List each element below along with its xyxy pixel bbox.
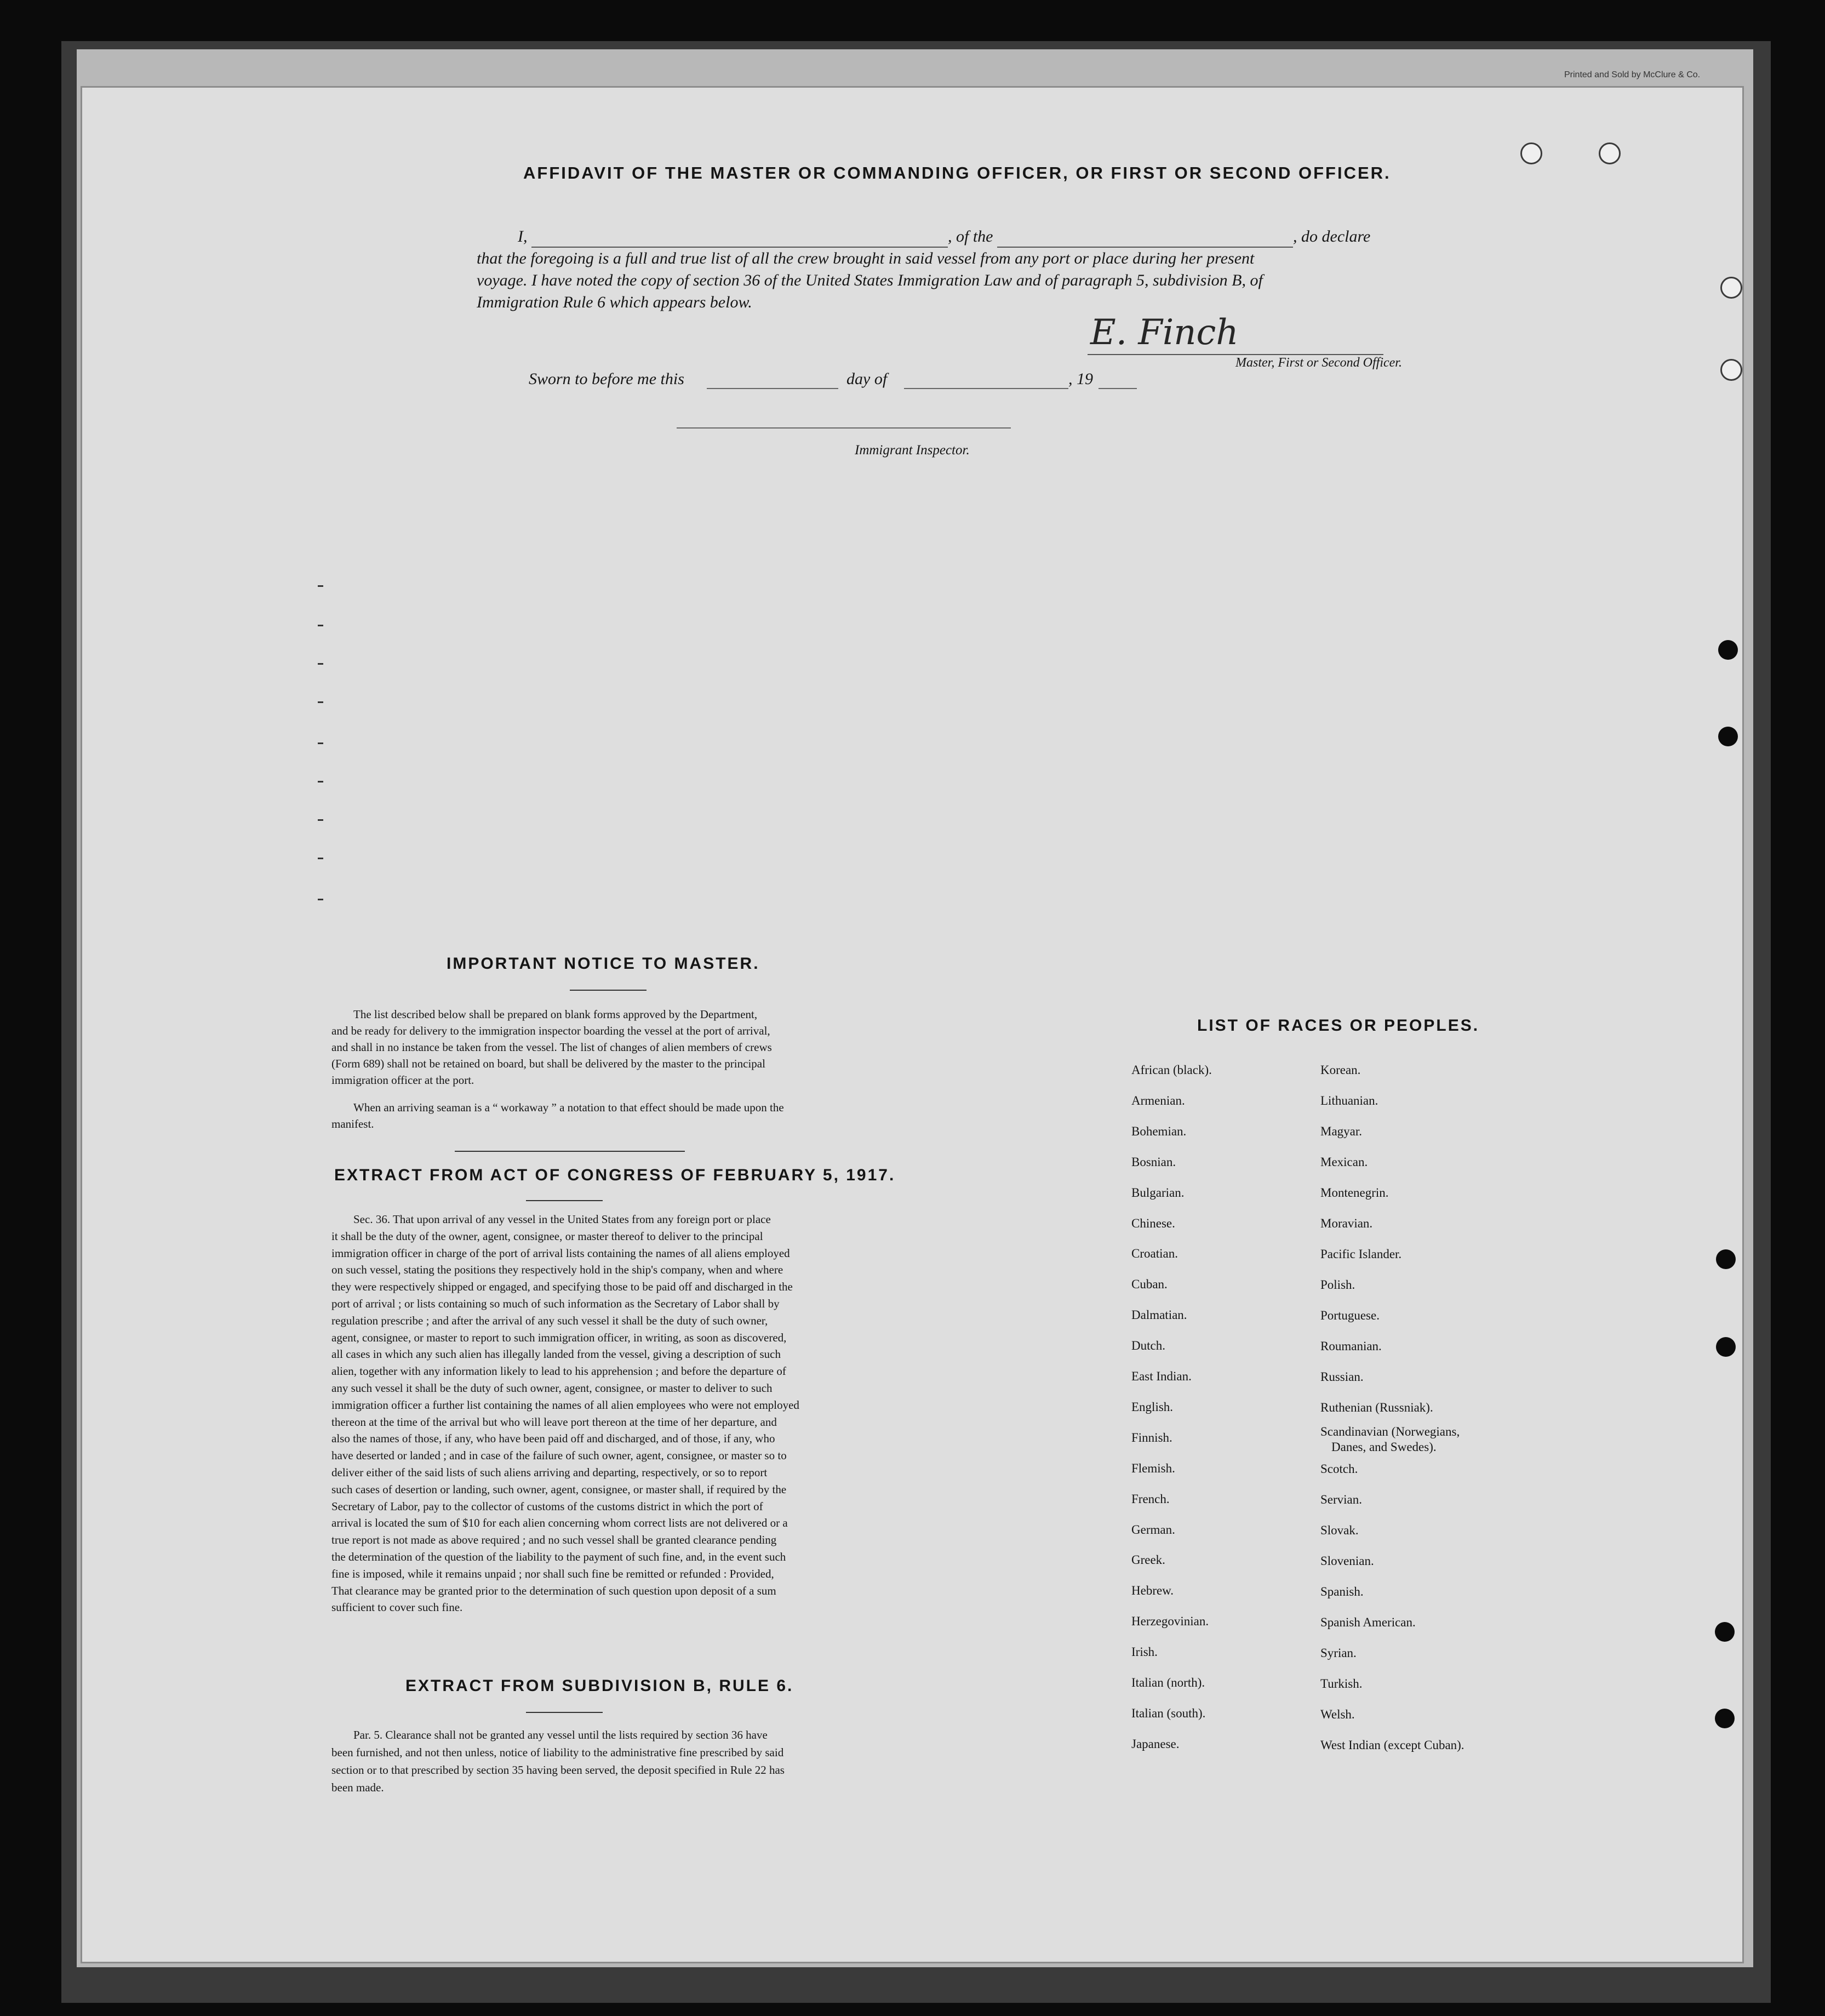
race-entry: Armenian. [1131, 1093, 1185, 1107]
race-entry: Lithuanian. [1320, 1094, 1378, 1107]
races-title: LIST OF RACES OR PEOPLES. [1197, 1016, 1480, 1035]
race-entry: Italian (north). [1131, 1676, 1205, 1689]
text-line: have deserted or landed ; and in case of the failure of such owner, agent, consignee, or master so to [331, 1449, 787, 1463]
race-entry: Moravian. [1320, 1217, 1373, 1230]
text-line: true report is not made as above required ; and no such vessel shall be granted clearance pending [331, 1533, 777, 1547]
race-entry: Dalmatian. [1131, 1308, 1187, 1322]
text-line: they were respectively shipped or engaged, and specifying those to be paid off and discharged in the [331, 1280, 793, 1294]
rule-title: EXTRACT FROM SUBDIVISION B, RULE 6. [405, 1677, 794, 1695]
notice-title: IMPORTANT NOTICE TO MASTER. [447, 955, 760, 973]
race-entry: Herzegovinian. [1131, 1614, 1209, 1629]
text-line: immigration officer a further list containing the names of all alien employees who were not employed [331, 1398, 799, 1412]
text-line: also the names of those, if any, who have been paid off and discharged, and of those, if any, who [331, 1432, 775, 1446]
notice-line: When an arriving seaman is a “ workaway ” a notation to that effect should be made upon the [353, 1101, 784, 1114]
race-entry: Flemish. [1131, 1461, 1175, 1475]
race-entry: Bohemian. [1131, 1124, 1187, 1138]
text-line: sufficient to cover such fine. [331, 1601, 463, 1614]
notice-rule [570, 990, 647, 991]
affidavit-I: I, [518, 227, 528, 245]
race-entry: Slovak. [1320, 1523, 1359, 1537]
race-entry: Roumanian. [1320, 1339, 1382, 1353]
race-entry: Hebrew. [1131, 1584, 1174, 1598]
affidavit-of-the: , of the [948, 227, 993, 245]
text-line: section or to that prescribed by section 35 having been served, the deposit specified in Rule 22 has [331, 1763, 785, 1777]
race-entry: Scotch. [1320, 1462, 1358, 1476]
notice-line: immigration officer at the port. [331, 1073, 474, 1087]
text-line: such cases of desertion or landing, such owner, agent, consignee, or master shall, if required by the [331, 1482, 787, 1496]
text-line: alien, together with any information likely to lead to his apprehension ; and before the departure of [331, 1364, 786, 1378]
binder-hole [1599, 142, 1621, 164]
text-line: Par. 5. Clearance shall not be granted any vessel until the lists required by section 36 have [353, 1728, 768, 1741]
text-line: Sec. 36. That upon arrival of any vessel in the United States from any foreign port or place [353, 1213, 771, 1226]
text-line: fine is imposed, while it remains unpaid ; nor shall such fine be remitted or refunded : Provided, [331, 1567, 774, 1580]
affidavit-title: AFFIDAVIT OF THE MASTER OR COMMANDING OFFICER, OR FIRST OR SECOND OFFICER. [523, 163, 1391, 182]
text-line: any such vessel it shall be the duty of such owner, agent, consignee, or master to deliver to such [331, 1381, 773, 1395]
affidavit-line-3: voyage. I have noted the copy of section 36 of the United States Immigration Law and of paragraph 5, subdivision B, of [477, 271, 1263, 289]
race-entry: Pacific Islander. [1320, 1247, 1402, 1261]
text-line: been made. [331, 1781, 384, 1794]
race-entry: Chinese. [1131, 1216, 1175, 1230]
printer-note: Printed and Sold by McClure & Co. [1564, 70, 1701, 79]
race-entry: Spanish. [1320, 1585, 1364, 1598]
act-rule [526, 1200, 603, 1201]
race-entry: Ruthenian (Russniak). [1320, 1401, 1433, 1414]
race-entry: Bosnian. [1131, 1155, 1176, 1169]
race-entry: African (black). [1131, 1063, 1212, 1077]
margin-tick [318, 858, 323, 859]
sworn-month-line [904, 388, 1068, 389]
sworn-year-line [1099, 388, 1137, 389]
binder-hole [1520, 142, 1542, 164]
race-entry: Japanese. [1131, 1737, 1180, 1751]
sworn-before: Sworn to before me this [529, 370, 684, 388]
text-line: port of arrival ; or lists containing so much of such information as the Secretary of Labor shall by [331, 1297, 780, 1310]
binder-punch [1716, 1337, 1736, 1357]
text-line: deliver either of the said lists of such aliens arriving and departing, respectively, or so to report [331, 1466, 768, 1479]
act-title: EXTRACT FROM ACT OF CONGRESS OF FEBRUARY 5, 1917. [334, 1166, 896, 1184]
race-entry: Mexican. [1320, 1155, 1368, 1169]
race-entry: English. [1131, 1400, 1174, 1414]
affidavit-line-4: Immigration Rule 6 which appears below. [477, 293, 752, 311]
margin-tick [318, 899, 323, 900]
text-line: arrival is located the sum of $10 for each alien concerning whom correct lists are not delivered or a [331, 1516, 788, 1530]
race-entry: Scandinavian (Norwegians, [1320, 1425, 1460, 1438]
margin-tick [318, 701, 323, 703]
text-line: agent, consignee, or master to report to such immigration officer, in writing, as soon as discovered, [331, 1330, 787, 1344]
binder-punch [1715, 1622, 1735, 1642]
race-entry: East Indian. [1131, 1369, 1192, 1383]
notice-line: manifest. [331, 1117, 374, 1130]
race-entry: Danes, and Swedes). [1331, 1440, 1437, 1454]
race-entry: Cuban. [1131, 1277, 1168, 1292]
section-rule [455, 1151, 685, 1152]
margin-tick [318, 781, 323, 783]
affidavit-declare: , do declare [1293, 227, 1371, 245]
notice-line: The list described below shall be prepared on blank forms approved by the Department, [353, 1008, 758, 1021]
text-line: immigration officer in charge of the port of arrival lists containing the names of all aliens employed [331, 1246, 790, 1260]
race-entry: Greek. [1131, 1553, 1165, 1567]
text-line: the determination of the question of the liability to the payment of such fine, and, in the event such [331, 1550, 786, 1563]
text-line: it shall be the duty of the owner, agent, consignee, or master thereof to deliver to the principal [331, 1229, 763, 1243]
binder-hole [1720, 277, 1742, 299]
race-entry: Bulgarian. [1131, 1185, 1185, 1200]
race-entry: Korean. [1320, 1063, 1361, 1077]
margin-tick [318, 585, 323, 587]
text-line: Secretary of Labor, pay to the collector of customs of the customs district in which the port of [331, 1499, 763, 1513]
race-entry: French. [1131, 1492, 1170, 1506]
race-entry: Servian. [1320, 1493, 1363, 1506]
text-line: thereon at the time of the arrival but who will leave port thereon at the time of her departure, and [331, 1415, 777, 1429]
sworn-day-line [707, 388, 838, 389]
binder-punch [1718, 727, 1738, 746]
race-entry: Croatian. [1131, 1247, 1178, 1261]
notice-line: and shall in no instance be taken from the vessel. The list of changes of alien members of crews [331, 1041, 772, 1054]
margin-tick [318, 819, 323, 821]
binder-punch [1718, 640, 1738, 660]
race-entry: Polish. [1320, 1278, 1355, 1292]
affidavit-line-2: that the foregoing is a full and true list of all the crew brought in said vessel from any port or place during her present [477, 249, 1255, 267]
binder-punch [1715, 1709, 1735, 1728]
race-entry: West Indian (except Cuban). [1320, 1738, 1464, 1752]
race-entry: Russian. [1320, 1370, 1364, 1384]
margin-tick [318, 625, 323, 626]
inspector-caption: Immigrant Inspector. [855, 443, 970, 458]
affidavit-line-1 [518, 226, 1370, 248]
text-line: been furnished, and not then unless, notice of liability to the administrative fine prescribed by said [331, 1746, 784, 1759]
race-entry: Irish. [1131, 1645, 1158, 1659]
race-entry: German. [1131, 1522, 1175, 1537]
race-entry: Spanish American. [1320, 1615, 1416, 1629]
race-entry: Finnish. [1131, 1430, 1172, 1444]
margin-tick [318, 663, 323, 665]
rule-rule [526, 1712, 603, 1713]
day-of: day of [846, 370, 888, 388]
notice-line: (Form 689) shall not be retained on board, but shall be delivered by the master to the principal [331, 1057, 765, 1070]
race-entry: Welsh. [1320, 1707, 1355, 1721]
text-line: regulation prescribe ; and after the arrival of any such vessel it shall be the duty of such owner, [331, 1313, 768, 1327]
notice-line: and be ready for delivery to the immigration inspector boarding the vessel at the port of arrival, [331, 1024, 770, 1037]
text-line: That clearance may be granted prior to the determination of such question upon deposit of a sum [331, 1584, 776, 1597]
race-entry: Montenegrin. [1320, 1186, 1389, 1200]
race-entry: Turkish. [1320, 1677, 1363, 1691]
race-entry: Slovenian. [1320, 1554, 1374, 1568]
race-entry: Dutch. [1131, 1339, 1165, 1353]
signature-caption: Master, First or Second Officer. [1235, 356, 1402, 370]
year-prefix: , 19 [1068, 370, 1093, 388]
race-entry: Portuguese. [1320, 1309, 1380, 1322]
race-entry: Italian (south). [1131, 1706, 1206, 1720]
binder-hole [1720, 359, 1742, 381]
officer-signature: E. Finch [1090, 312, 1239, 353]
binder-punch [1716, 1249, 1736, 1269]
text-line: on such vessel, stating the positions they respectively hold in the ship's company, when and where [331, 1263, 783, 1277]
margin-tick [318, 743, 323, 744]
race-entry: Syrian. [1320, 1646, 1357, 1660]
race-entry: Magyar. [1320, 1124, 1363, 1138]
inspector-signature-line [677, 427, 1011, 429]
text-line: all cases in which any such alien has illegally landed from the vessel, giving a description of such [331, 1347, 781, 1361]
